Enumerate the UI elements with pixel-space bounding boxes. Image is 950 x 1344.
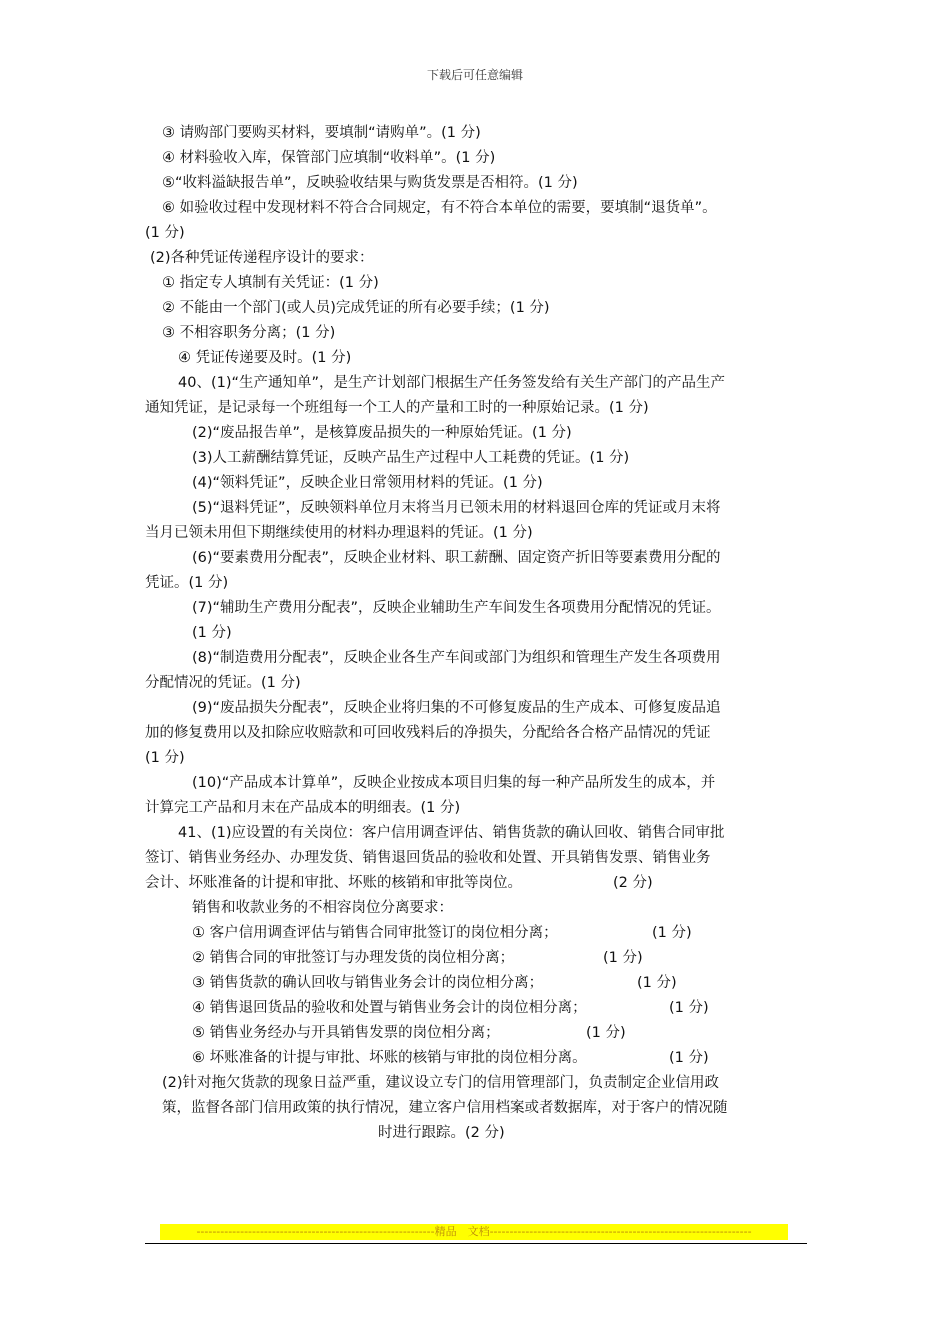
text-line: (1 分) <box>192 625 232 641</box>
text-line: ⑥ 如验收过程中发现材料不符合合同规定，有不符合本单位的需要，要填制“退货单”。 <box>162 200 717 216</box>
text-line: (1 分) <box>669 1000 709 1016</box>
text-line: ④ 销售退回货品的验收和处置与销售业务会计的岗位相分离； <box>192 1000 587 1016</box>
text-line: ① 客户信用调查评估与销售合同审批签订的岗位相分离； <box>192 925 558 941</box>
text-line: (5)“退料凭证”，反映领料单位月末将当月已领未用的材料退回仓库的凭证或月末将 <box>192 500 721 516</box>
text-line: (6)“要素费用分配表”，反映企业材料、职工薪酬、固定资产折旧等要素费用分配的 <box>192 550 721 566</box>
text-line: 时进行跟踪。(2 分) <box>378 1125 505 1141</box>
text-line: (1 分) <box>669 1050 709 1066</box>
text-line: (1 分) <box>586 1025 626 1041</box>
footer-divider <box>145 1243 807 1244</box>
text-line: ③ 请购部门要购买材料，要填制“请购单”。(1 分) <box>162 125 481 141</box>
text-line: 销售和收款业务的不相容岗位分离要求： <box>192 900 453 916</box>
text-line: (10)“产品成本计算单”，反映企业按成本项目归集的每一种产品所发生的成本，并 <box>192 775 716 791</box>
text-line: ③ 销售货款的确认回收与销售业务会计的岗位相分离； <box>192 975 544 991</box>
text-line: (2)“废品报告单”，是核算废品损失的一种原始凭证。(1 分) <box>192 425 572 441</box>
text-line: (7)“辅助生产费用分配表”，反映企业辅助生产车间发生各项费用分配情况的凭证。 <box>192 600 721 616</box>
text-line: (9)“废品损失分配表”，反映企业将归集的不可修复废品的生产成本、可修复废品追 <box>192 700 721 716</box>
text-line: ② 不能由一个部门(或人员)完成凭证的所有必要手续；(1 分) <box>162 300 550 316</box>
text-line: (4)“领料凭证”，反映企业日常领用材料的凭证。(1 分) <box>192 475 543 491</box>
text-line: ⑤ 销售业务经办与开具销售发票的岗位相分离； <box>192 1025 500 1041</box>
text-line: 加的修复费用以及扣除应收赔款和可回收残料后的净损失，分配给各合格产品情况的凭证 <box>145 725 711 741</box>
text-line: 40、(1)“生产通知单”，是生产计划部门根据生产任务签发给有关生产部门的产品生产 <box>178 375 726 391</box>
text-line: (1 分) <box>145 225 185 241</box>
text-line: ② 销售合同的审批签订与办理发货的岗位相分离； <box>192 950 515 966</box>
text-line: 会计、坏账准备的计提和审批、坏账的核销和审批等岗位。 <box>145 875 522 891</box>
text-line: 41、(1)应设置的有关岗位：客户信用调查评估、销售货款的确认回收、销售合同审批 <box>178 825 725 841</box>
text-line: ① 指定专人填制有关凭证：(1 分) <box>162 275 379 291</box>
text-line: (2)各种凭证传递程序设计的要求： <box>150 250 374 266</box>
page-header: 下载后可任意编辑 <box>426 68 523 82</box>
text-line: (1 分) <box>603 950 643 966</box>
text-line: (1 分) <box>145 750 185 766</box>
text-line: (2 分) <box>613 875 653 891</box>
text-line: ④ 凭证传递要及时。(1 分) <box>178 350 352 366</box>
text-line: 凭证。(1 分) <box>145 575 229 591</box>
text-line: 签订、销售业务经办、办理发货、销售退回货品的验收和处置、开具销售发票、销售业务 <box>145 850 711 866</box>
text-line: ④ 材料验收入库，保管部门应填制“收料单”。(1 分) <box>162 150 496 166</box>
text-line: 分配情况的凭证。(1 分) <box>145 675 301 691</box>
text-line: (1 分) <box>652 925 692 941</box>
text-line: ⑥ 坏账准备的计提与审批、坏账的核销与审批的岗位相分离。 <box>192 1050 587 1066</box>
text-line: 通知凭证，是记录每一个班组每一个工人的产量和工时的一种原始记录。(1 分) <box>145 400 649 416</box>
text-line: (1 分) <box>637 975 677 991</box>
text-line: 当月已领未用但下期继续使用的材料办理退料的凭证。(1 分) <box>145 525 533 541</box>
footer-banner: ------------------------------------------------------------精品 文档------------------------------------------------------------------ <box>160 1224 788 1240</box>
text-line: ③ 不相容职务分离；(1 分) <box>162 325 336 341</box>
text-line: (2)针对拖欠货款的现象日益严重，建议设立专门的信用管理部门，负责制定企业信用政 <box>162 1075 720 1091</box>
text-line: (8)“制造费用分配表”，反映企业各生产车间或部门为组织和管理生产发生各项费用 <box>192 650 721 666</box>
text-line: 计算完工产品和月末在产品成本的明细表。(1 分) <box>145 800 461 816</box>
text-line: 策，监督各部门信用政策的执行情况，建立客户信用档案或者数据库，对于客户的情况随 <box>162 1100 728 1116</box>
text-line: ⑤“收料溢缺报告单”，反映验收结果与购货发票是否相符。(1 分) <box>162 175 578 191</box>
text-line: (3)人工薪酬结算凭证，反映产品生产过程中人工耗费的凭证。(1 分) <box>192 450 630 466</box>
